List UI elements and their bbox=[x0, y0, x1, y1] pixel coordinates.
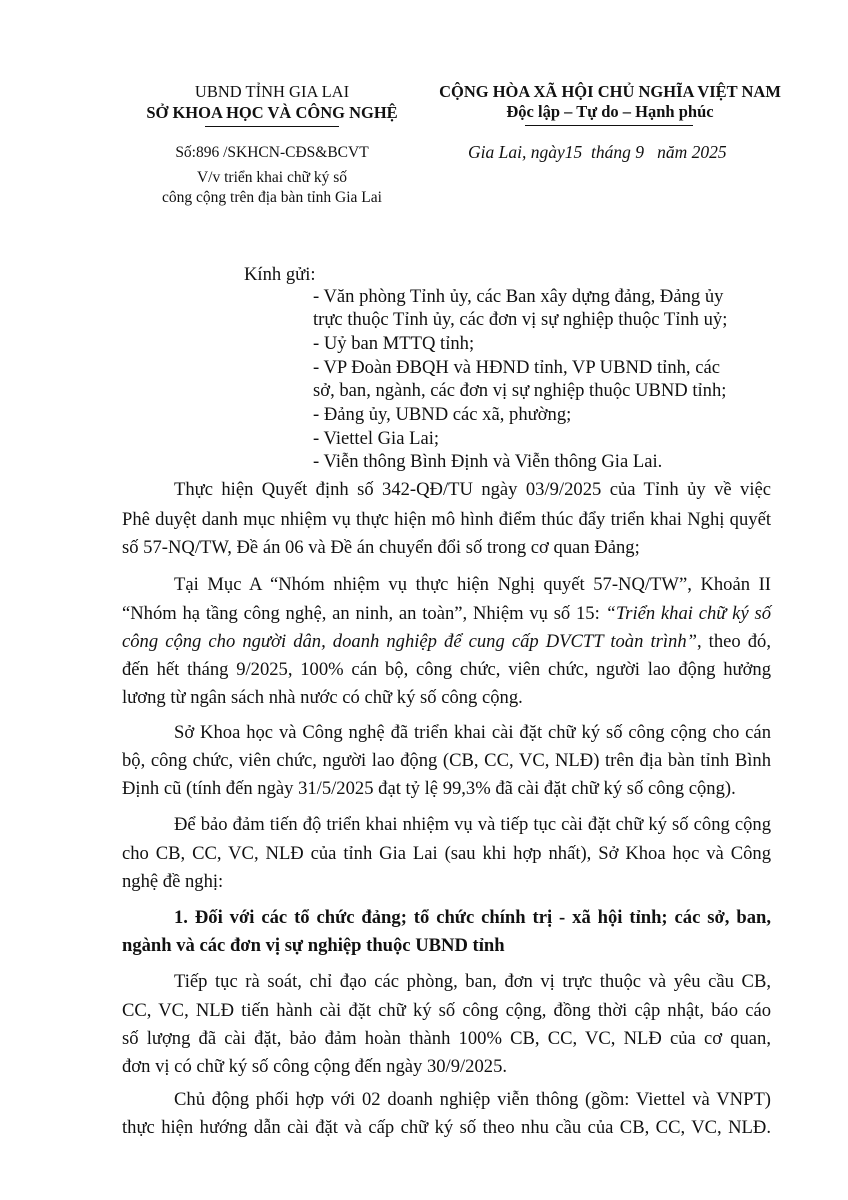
national-motto: Độc lập – Tự do – Hạnh phúc bbox=[506, 102, 714, 121]
section-heading: ngành và các đơn vị sự nghiệp thuộc UBND tỉnh bbox=[122, 935, 505, 956]
paragraph-line: lương từ ngân sách nhà nước có chữ ký số công cộng. bbox=[122, 687, 523, 708]
paragraph-line: Tại Mục A “Nhóm nhiệm vụ thực hiện Nghị quyết 57-NQ/TW”, Khoản II bbox=[174, 574, 771, 595]
paragraph-line: Tiếp tục rà soát, chỉ đạo các phòng, ban, đơn vị trực thuộc và yêu cầu CB, bbox=[174, 971, 771, 992]
paragraph-line: Thực hiện Quyết định số 342-QĐ/TU ngày 03/9/2025 của Tỉnh ủy về việc bbox=[174, 479, 771, 500]
recipient-line: - Viettel Gia Lai; bbox=[313, 428, 440, 449]
paragraph-line: CC, VC, NLĐ tiến hành cài đặt chữ ký số công cộng, đồng thời cập nhật, báo cáo bbox=[122, 1000, 771, 1021]
recipient-line: - Văn phòng Tỉnh ủy, các Ban xây dựng đảng, Đảng ủy bbox=[313, 286, 724, 307]
paragraph-line: bộ, công chức, viên chức, người lao động (CB, CC, VC, NLĐ) trên địa bàn tỉnh Bình bbox=[122, 750, 771, 771]
paragraph-line: cho CB, CC, VC, NLĐ của tỉnh Gia Lai (sau khi hợp nhất), Sở Khoa học và Công bbox=[122, 843, 771, 864]
paragraph-line: số 57-NQ/TW, Đề án 06 và Đề án chuyển đổi số trong cơ quan Đảng; bbox=[122, 537, 640, 558]
paragraph-line: Để bảo đảm tiến độ triển khai nhiệm vụ và tiếp tục cài đặt chữ ký số công cộng bbox=[174, 814, 771, 835]
document-number: Số:896 /SKHCN-CĐS&BCVT bbox=[175, 144, 369, 161]
paragraph-line bbox=[122, 600, 771, 628]
subject-line-2: công cộng trên địa bàn tỉnh Gia Lai bbox=[162, 189, 382, 206]
recipient-line: trực thuộc Tỉnh ủy, các đơn vị sự nghiệp thuộc Tỉnh uỷ; bbox=[313, 309, 728, 330]
issue-date bbox=[468, 140, 727, 164]
date-day: 15 bbox=[564, 142, 583, 162]
recipient-line: sở, ban, ngành, các đơn vị sự nghiệp thuộc UBND tỉnh; bbox=[313, 380, 727, 401]
recipients-label: Kính gửi: bbox=[244, 264, 316, 285]
department-underline bbox=[205, 126, 339, 127]
date-year: năm 2025 bbox=[657, 142, 727, 162]
recipient-line: - Viễn thông Bình Định và Viễn thông Gia Lai. bbox=[313, 451, 663, 472]
paragraph-line: số lượng đã cài đặt, bảo đảm hoàn thành 100% CB, CC, VC, NLĐ của cơ quan, bbox=[122, 1028, 771, 1049]
quoted-task-text: công cộng cho người dân, doanh nghiệp để cung cấp DVCTT toàn trình” bbox=[122, 631, 697, 652]
recipient-line: - Đảng ủy, UBND các xã, phường; bbox=[313, 404, 572, 425]
paragraph-line: Định cũ (tính đến ngày 31/5/2025 đạt tỷ lệ 99,3% đã cài đặt chữ ký số công cộng). bbox=[122, 778, 736, 799]
recipient-line: - Uỷ ban MTTQ tỉnh; bbox=[313, 333, 475, 354]
motto-underline bbox=[525, 125, 693, 126]
paragraph-text: , theo đó, bbox=[696, 631, 771, 652]
paragraph-line: thực hiện hướng dẫn cài đặt và cấp chữ ký số theo nhu cầu của CB, CC, VC, NLĐ. bbox=[122, 1117, 771, 1138]
quoted-task-text: “Triển khai chữ ký số bbox=[605, 603, 772, 624]
issuing-department: SỞ KHOA HỌC VÀ CÔNG NGHỆ bbox=[146, 103, 398, 122]
date-month: 9 bbox=[635, 142, 644, 162]
paragraph-line: Sở Khoa học và Công nghệ đã triển khai cài đặt chữ ký số công cộng cho cán bbox=[174, 722, 771, 743]
date-place-label: Gia Lai, ngày bbox=[468, 142, 565, 162]
paragraph-line: đơn vị có chữ ký số công cộng đến ngày 30/9/2025. bbox=[122, 1056, 508, 1077]
paragraph-text: “Nhóm hạ tầng công nghệ, an ninh, an toàn”, Nhiệm vụ số 15: bbox=[122, 603, 606, 624]
paragraph-line bbox=[122, 628, 771, 656]
paragraph-line: đến hết tháng 9/2025, 100% cán bộ, công chức, viên chức, người lao động hưởng bbox=[122, 659, 771, 680]
issuing-agency: UBND TỈNH GIA LAI bbox=[194, 82, 350, 101]
date-month-label: tháng bbox=[591, 142, 631, 162]
section-heading: 1. Đối với các tổ chức đảng; tổ chức chính trị - xã hội tỉnh; các sở, ban, bbox=[174, 907, 771, 928]
paragraph-line: Chủ động phối hợp với 02 doanh nghiệp viễn thông (gồm: Viettel và VNPT) bbox=[174, 1089, 771, 1110]
national-title: CỘNG HÒA XÃ HỘI CHỦ NGHĨA VIỆT NAM bbox=[439, 82, 781, 101]
subject-line-1: V/v triển khai chữ ký số bbox=[196, 169, 348, 186]
paragraph-line: nghệ đề nghị: bbox=[122, 871, 224, 892]
paragraph-line: Phê duyệt danh mục nhiệm vụ thực hiện mô hình điểm thúc đẩy triển khai Nghị quyết bbox=[122, 509, 771, 530]
recipient-line: - VP Đoàn ĐBQH và HĐND tỉnh, VP UBND tỉnh, các bbox=[313, 357, 720, 378]
